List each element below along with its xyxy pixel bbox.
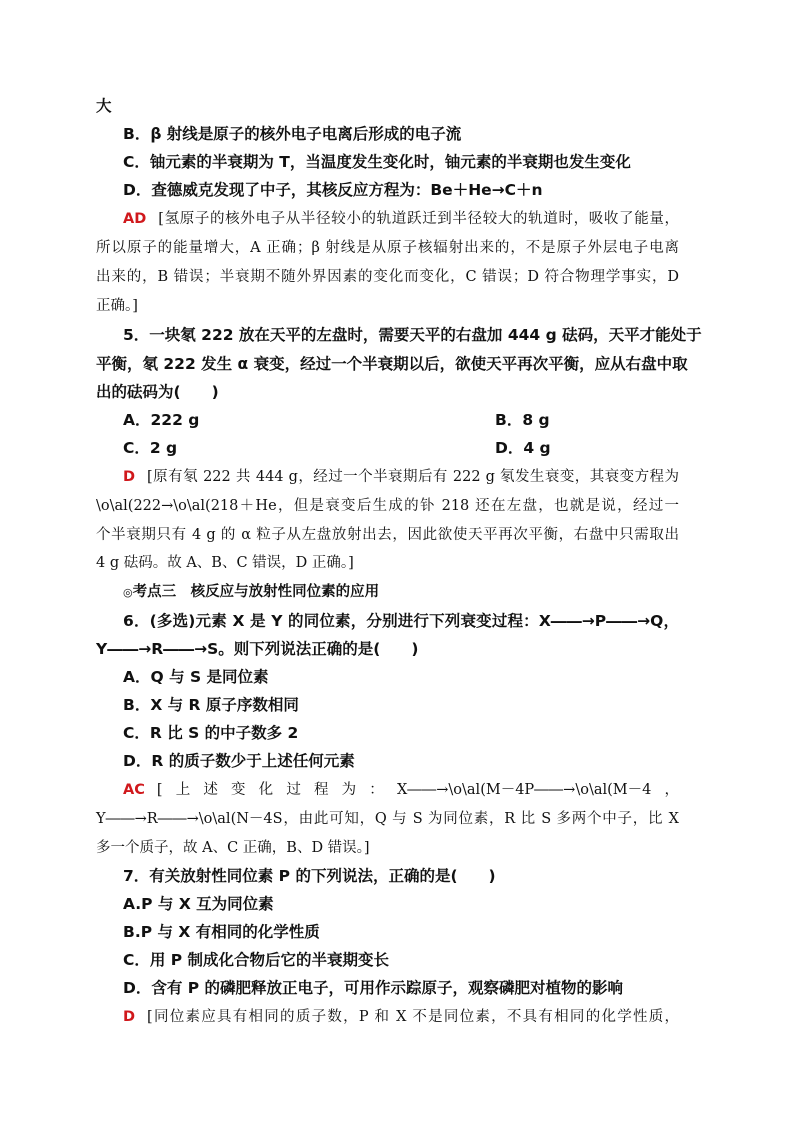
q5-stem-line-2: 平衡，氡 222 发生 α 衰变，经过一个半衰期以后，欲使天平再次平衡，应从右盘中取 bbox=[96, 355, 688, 373]
answer-4-line-1: AD [氢原子的核外电子从半径较小的轨道跃迁到半径较大的轨道时，吸收了能量， bbox=[123, 211, 679, 227]
answer-7-line-1: D [同位素应具有相同的质子数，P 和 X 不是同位素，不具有相同的化学性质， bbox=[123, 1009, 679, 1025]
answer-4-line-4: 正确。] bbox=[96, 298, 138, 314]
answer-4-line-3: 出来的，B 错误；半衰期不随外界因素的变化而变化，C 错误；D 符合物理学事实，D bbox=[96, 269, 679, 285]
q6-option-d: D．R 的质子数少于上述任何元素 bbox=[123, 752, 355, 770]
answer-6-line-1: AC [上述变化过程为：X――→\o\al(M－4P――→\o\al(M－4， bbox=[123, 782, 679, 798]
q5-option-a: A．222 g bbox=[123, 411, 200, 429]
q6-stem-line-2: Y――→R――→S。则下列说法正确的是( ) bbox=[96, 640, 419, 658]
q5-stem-line-3: 出的砝码为( ) bbox=[96, 383, 219, 401]
answer-6-line-3: 多一个质子，故 A、C 正确，B、D 错误。] bbox=[96, 840, 370, 856]
q5-options-row-2 bbox=[123, 438, 551, 458]
q5-option-b: B．8 g bbox=[495, 411, 550, 429]
q7-option-d: D．含有 P 的磷肥释放正电子，可用作示踪原子，观察磷肥对植物的影响 bbox=[123, 979, 624, 997]
q5-option-c: C．2 g bbox=[123, 439, 178, 457]
answer-5-line-2: \o\al(222→\o\al(218＋He，但是衰变后生成的钋 218 还在左盘，也就是说，经过一 bbox=[96, 498, 679, 514]
answer-key: AC bbox=[123, 782, 145, 798]
q7-stem: 7．有关放射性同位素 P 的下列说法，正确的是( ) bbox=[123, 867, 496, 885]
q7-option-c: C．用 P 制成化合物后它的半衰期变长 bbox=[123, 951, 390, 969]
q5-option-d: D．4 g bbox=[495, 439, 551, 457]
q6-option-c: C．R 比 S 的中子数多 2 bbox=[123, 724, 299, 742]
answer-5-line-4: 4 g 砝码。故 A、B、C 错误，D 正确。] bbox=[96, 555, 354, 571]
q4-option-b: B．β 射线是原子的核外电子电离后形成的电子流 bbox=[123, 125, 462, 143]
q6-option-b: B．X 与 R 原子序数相同 bbox=[123, 696, 299, 714]
q4-continuation: 大 bbox=[96, 97, 112, 115]
q5-stem-line-1: 5．一块氡 222 放在天平的左盘时，需要天平的右盘加 444 g 砝码，天平才能处于 bbox=[123, 326, 702, 344]
answer-key: D bbox=[123, 1009, 136, 1025]
q7-option-a: A.P 与 X 互为同位素 bbox=[123, 895, 274, 913]
q6-stem-line-1: 6．(多选)元素 X 是 Y 的同位素，分别进行下列衰变过程：X――→P――→Q， bbox=[123, 612, 679, 630]
q6-option-a: A．Q 与 S 是同位素 bbox=[123, 668, 269, 686]
section-heading: ◎考点三 核反应与放射性同位素的应用 bbox=[123, 584, 380, 600]
q4-option-c: C．铀元素的半衰期为 T，当温度发生变化时，铀元素的半衰期也发生变化 bbox=[123, 153, 631, 171]
answer-key: AD bbox=[123, 211, 147, 227]
answer-key: D bbox=[123, 469, 136, 485]
circle-bullet-icon: ◎ bbox=[123, 586, 133, 599]
answer-4-line-2: 所以原子的能量增大，A 正确；β 射线是从原子核辐射出来的，不是原子外层电子电离 bbox=[96, 240, 679, 256]
answer-5-line-1: D [原有氡 222 共 444 g，经过一个半衰期后有 222 g 氡发生衰变，其衰变方程为 bbox=[123, 469, 679, 485]
answer-5-line-3: 个半衰期只有 4 g 的 α 粒子从左盘放射出去，因此欲使天平再次平衡，右盘中只需取出 bbox=[96, 527, 679, 543]
q4-option-d: D．查德威克发现了中子，其核反应方程为：Be＋He→C＋n bbox=[123, 181, 543, 199]
answer-6-line-2: Y――→R――→\o\al(N－4S，由此可知，Q 与 S 为同位素，R 比 S 多两个中子，比 X bbox=[96, 811, 679, 827]
q5-options-row-1 bbox=[123, 410, 550, 430]
q7-option-b: B.P 与 X 有相同的化学性质 bbox=[123, 923, 320, 941]
